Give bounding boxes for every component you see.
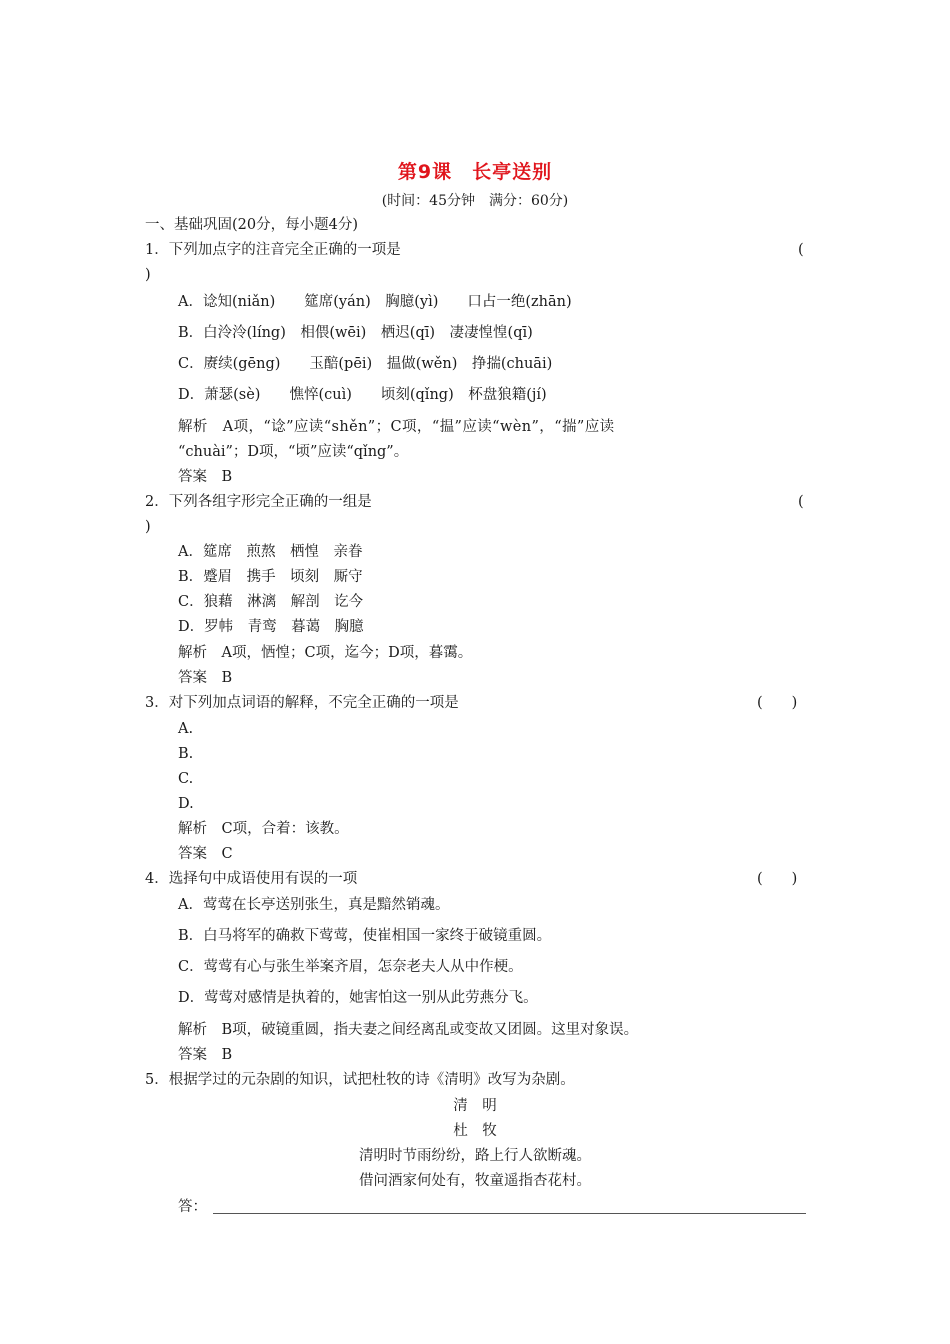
question-1-analysis-line1: 解析 A项，“谂”应读“shěn”；C项，“揾”应读“wèn”，“揣”应读 bbox=[178, 419, 615, 435]
question-3-option-c: C. bbox=[178, 771, 194, 787]
question-4-answer: 答案 B bbox=[178, 1047, 233, 1063]
question-2-option-c: C．狼藉 淋漓 解剖 讫今 bbox=[178, 594, 364, 610]
poem-line-1: 清明时节雨纷纷，路上行人欲断魂。 bbox=[359, 1148, 591, 1164]
question-4-option-c: C．莺莺有心与张生举案齐眉，怎奈老夫人从中作梗。 bbox=[178, 959, 523, 975]
question-4-option-a: A．莺莺在长亭送别张生，真是黯然销魂。 bbox=[178, 897, 450, 913]
page-subtitle: (时间：45分钟 满分：60分) bbox=[381, 193, 569, 209]
poem-title: 清 明 bbox=[453, 1098, 497, 1114]
poem-author: 杜 牧 bbox=[453, 1123, 497, 1139]
page-title: 第9课 长亭送别 bbox=[397, 161, 553, 183]
answer-blank-line[interactable] bbox=[213, 1213, 806, 1214]
question-2-answer: 答案 B bbox=[178, 670, 233, 686]
question-1-option-b: B．白泠泠(líng) 相偎(wēi) 栖迟(qī) 凄凄惶惶(qī) bbox=[178, 325, 533, 341]
question-1-paren-close: ) bbox=[145, 267, 151, 283]
question-3-answer: 答案 C bbox=[178, 846, 233, 862]
question-3-analysis: 解析 C项，合着：该教。 bbox=[178, 821, 349, 837]
question-3-stem: 3．对下列加点词语的解释，不完全正确的一项是 bbox=[145, 695, 459, 711]
question-3-option-b: B. bbox=[178, 746, 194, 762]
question-3-paren: ( ) bbox=[757, 695, 798, 711]
question-2-paren-close: ) bbox=[145, 519, 151, 535]
question-1-stem: 1．下列加点字的注音完全正确的一项是 bbox=[145, 242, 401, 258]
question-2-option-a: A．筵席 煎熬 栖惶 亲眷 bbox=[178, 544, 363, 560]
question-1-answer: 答案 B bbox=[178, 469, 233, 485]
poem-line-2: 借问酒家何处有，牧童遥指杏花村。 bbox=[359, 1173, 591, 1189]
question-2-option-b: B．蹙眉 携手 顷刻 厮守 bbox=[178, 569, 363, 585]
question-1-option-d: D．萧瑟(sè) 憔悴(cuì) 顷刻(qǐng) 杯盘狼籍(jí) bbox=[178, 387, 547, 403]
question-1-paren: ( bbox=[798, 242, 804, 258]
question-4-stem: 4．选择句中成语使用有误的一项 bbox=[145, 871, 358, 887]
question-2-stem: 2．下列各组字形完全正确的一组是 bbox=[145, 494, 372, 510]
question-3-option-d: D. bbox=[178, 796, 194, 812]
question-4-option-d: D．莺莺对感情是执着的，她害怕这一别从此劳燕分飞。 bbox=[178, 990, 538, 1006]
question-3-option-a: A. bbox=[178, 721, 194, 737]
question-2-paren: ( bbox=[798, 494, 804, 510]
question-4-analysis: 解析 B项，破镜重圆，指夫妻之间经离乱或变故又团圆。这里对象误。 bbox=[178, 1022, 639, 1038]
question-4-option-b: B．白马将军的确救下莺莺，使崔相国一家终于破镜重圆。 bbox=[178, 928, 552, 944]
question-2-option-d: D．罗帏 青鸾 暮蔼 胸臆 bbox=[178, 619, 364, 635]
question-1-option-a: A．谂知(niǎn) 筵席(yán) 胸臆(yì) 口占一绝(zhān) bbox=[178, 294, 572, 310]
question-4-paren: ( ) bbox=[757, 871, 798, 887]
question-1-analysis-line2: “chuài”；D项，“顷”应读“qǐng”。 bbox=[178, 444, 409, 460]
section-heading: 一、基础巩固(20分，每小题4分) bbox=[145, 217, 358, 233]
question-2-analysis: 解析 A项，恓惶；C项，迄今；D项，暮霭。 bbox=[178, 645, 473, 661]
answer-label: 答： bbox=[178, 1199, 207, 1215]
question-5-stem: 5．根据学过的元杂剧的知识，试把杜牧的诗《清明》改写为杂剧。 bbox=[145, 1072, 575, 1088]
question-1-option-c: C．赓续(gēng) 玉醅(pēi) 揾做(wěn) 挣揣(chuāi) bbox=[178, 356, 553, 372]
